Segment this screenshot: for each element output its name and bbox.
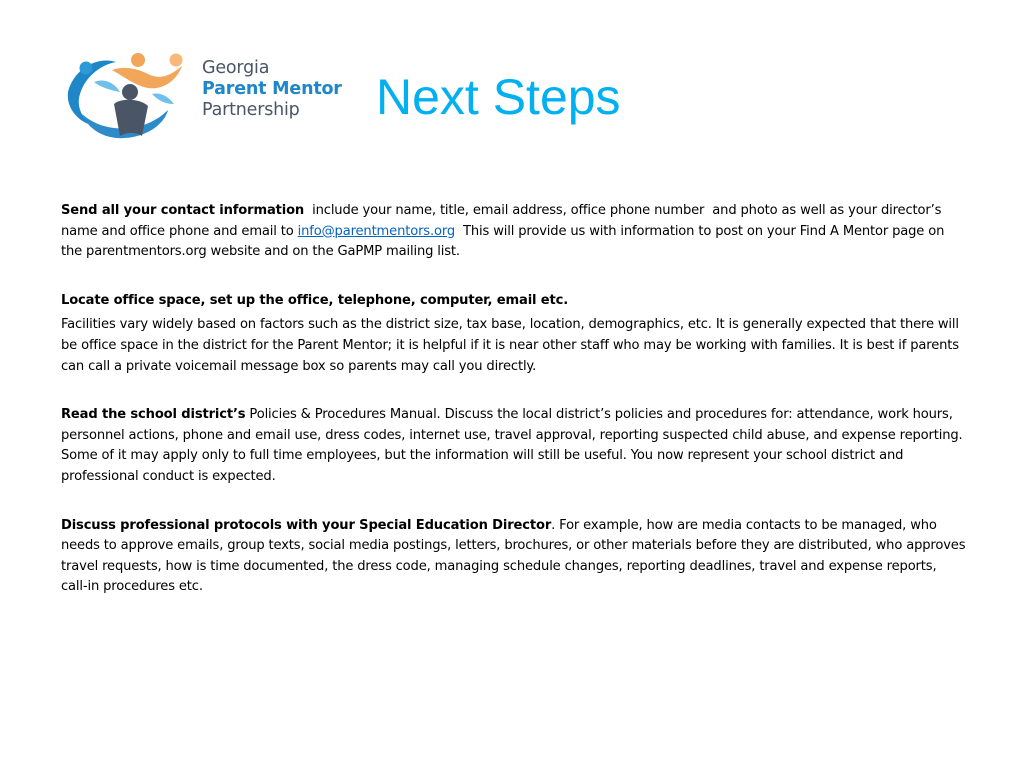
- slide-title: Next Steps: [376, 69, 621, 125]
- protocols-heading: Discuss professional protocols with your Special Education Director: [61, 517, 552, 533]
- slide-body: [61, 201, 966, 598]
- georgia-parent-mentor-partnership-logo: [64, 48, 344, 140]
- office-heading-paragraph: [61, 291, 966, 312]
- policies-paragraph: [61, 405, 966, 487]
- contact-heading: Send all your contact information: [61, 203, 305, 218]
- office-body: Facilities vary widely based on factors such as the district size, tax base, location, demographics, etc. It is generally expected that there will be office space in the district for the Parent Mentor; it is helpful if it is near other staff who may be working with families. It is best if parents can call a private voicemail message box so parents may call you directly.: [61, 317, 959, 374]
- protocols-body: . For example, how are media contacts to be managed, who needs to approve emails, group texts, social media postings, letters, brochures, or other materials before they are distributed, who approves travel requests, how is time documented, the dress code, managing schedule changes, reporting deadlines, travel and expense reports, call-in procedures etc.: [61, 517, 966, 595]
- logo-wordmark: [202, 58, 342, 121]
- contact-paragraph: [61, 201, 966, 263]
- email-link[interactable]: info@parentmentors.org: [297, 223, 456, 239]
- protocols-paragraph: [61, 516, 966, 598]
- contact-text-part1: include your name, title, email address, office phone number and photo as well as your director’s name and office phone and email to: [61, 203, 946, 239]
- logo-line-georgia: Georgia: [202, 58, 270, 78]
- policies-heading: Read the school district’s: [61, 407, 246, 423]
- policies-body: Policies & Procedures Manual. Discuss the local district’s policies and procedures for: attendance, work hours, personnel actions, phone and email use, dress codes, internet use, travel approval, reporting suspected child abuse, and expense reporting. Some of it may apply only to full time employees, but the information will still be useful. You now represent your school district and professional conduct is expected.: [61, 407, 963, 484]
- logo-line-partnership: Partnership: [202, 100, 300, 120]
- logo-line-parent-mentor: Parent Mentor: [202, 79, 342, 99]
- office-heading: Locate office space, set up the office, telephone, computer, email etc.: [61, 292, 569, 308]
- people-holding-hands-icon: [64, 48, 189, 140]
- contact-text-part2: This will provide us with information to post on your Find A Mentor page on the parentmentors.org website and on the GaPMP mailing list.: [61, 223, 949, 260]
